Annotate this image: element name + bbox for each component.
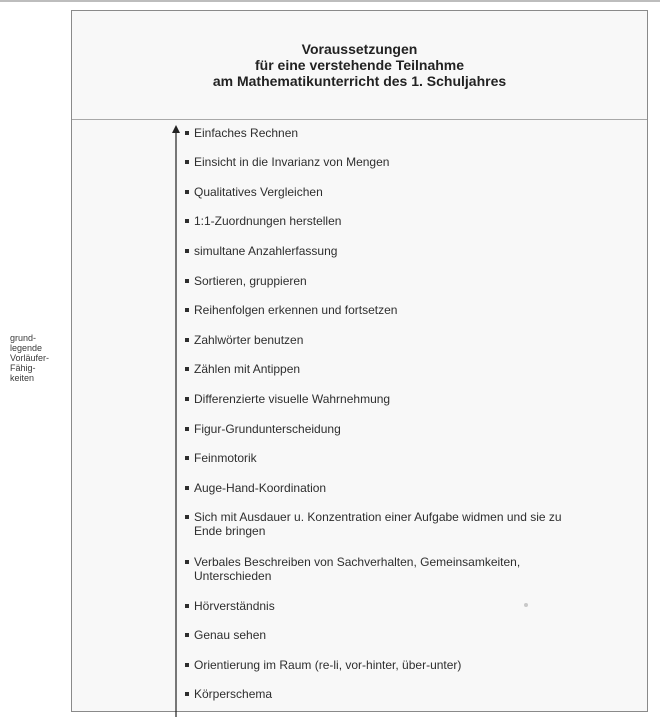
list-item [194, 687, 614, 701]
list-item-text: Zählen mit Antippen [194, 362, 301, 376]
bullet-icon [185, 160, 189, 164]
side-label-line: Vorläufer- [10, 353, 50, 363]
bullet-icon [185, 131, 189, 135]
list-item [194, 274, 614, 288]
list-item-text: Sich mit Ausdauer u. Konzentration einer Aufgabe widmen und sie zu [194, 510, 562, 524]
list-item-text: Feinmotorik [194, 451, 257, 465]
list-item-text: Genau sehen [194, 628, 267, 642]
list-item-text: Unterschieden [194, 569, 272, 583]
arrow-up-icon [171, 125, 181, 717]
list-item-text: 1:1-Zuordnungen herstellen [194, 214, 342, 228]
side-label-line: grund- [10, 333, 37, 343]
list-item [194, 244, 614, 258]
document-sheet [71, 10, 648, 712]
bullet-icon [185, 560, 189, 564]
list-item-text: Reihenfolgen erkennen und fortsetzen [194, 303, 398, 317]
bullet-icon [185, 219, 189, 223]
page-title [72, 41, 647, 89]
list-item-text: Ende bringen [194, 524, 266, 538]
list-item [194, 422, 614, 436]
title-line: am Mathematikunterricht des 1. Schuljahres [212, 73, 507, 89]
list-item [194, 555, 614, 583]
list-item-text: Einsicht in die Invarianz von Mengen [194, 155, 390, 169]
list-item-text: Hörverständnis [194, 599, 275, 613]
list-item-text: Einfaches Rechnen [194, 126, 299, 140]
bullet-icon [185, 456, 189, 460]
list-item [194, 658, 614, 672]
list-item [194, 185, 614, 199]
title-line: für eine verstehende Teilnahme [254, 57, 465, 73]
list-item [194, 303, 614, 317]
list-item-text: Orientierung im Raum (re-li, vor-hinter, über-unter) [194, 658, 462, 672]
side-label-line: legende [10, 343, 43, 353]
list-item [194, 214, 614, 228]
list-item-text: Differenzierte visuelle Wahrnehmung [194, 392, 391, 406]
top-rule [0, 0, 660, 2]
list-item [194, 599, 614, 613]
side-label-line: keiten [10, 373, 35, 383]
bullet-icon [185, 338, 189, 342]
side-label [10, 333, 49, 383]
list-item-text: simultane Anzahlerfassung [194, 244, 338, 258]
list-item-text: Sortieren, gruppieren [194, 274, 307, 288]
bullet-icon [185, 427, 189, 431]
list-item [194, 510, 614, 538]
bullet-icon [185, 663, 189, 667]
title-line: Voraussetzungen [301, 41, 418, 57]
bullet-icon [185, 279, 189, 283]
list-item-text: Zahlwörter benutzen [194, 333, 304, 347]
divider [72, 119, 647, 120]
list-item-text: Qualitatives Vergleichen [194, 185, 323, 199]
bullet-icon [185, 604, 189, 608]
bullet-icon [185, 308, 189, 312]
list-item [194, 481, 614, 495]
list-item-text: Verbales Beschreiben von Sachverhalten, Gemeinsamkeiten, [194, 555, 521, 569]
list-item [194, 126, 614, 140]
bullet-icon [185, 190, 189, 194]
bullet-icon [185, 633, 189, 637]
list-item [194, 333, 614, 347]
bullet-icon [185, 249, 189, 253]
list-item [194, 362, 614, 376]
list-item [194, 155, 614, 169]
list-item-text: Körperschema [194, 687, 273, 701]
list-item [194, 451, 614, 465]
bullet-icon [185, 692, 189, 696]
scan-speck [524, 603, 528, 607]
bullet-icon [185, 367, 189, 371]
bullet-icon [185, 515, 189, 519]
bullet-icon [185, 486, 189, 490]
list-item [194, 628, 614, 642]
list-item-text: Auge-Hand-Koordination [194, 481, 327, 495]
side-label-line: Fähig- [10, 363, 36, 373]
list-item-text: Figur-Grundunterscheidung [194, 422, 341, 436]
list-item [194, 392, 614, 406]
bullet-icon [185, 397, 189, 401]
